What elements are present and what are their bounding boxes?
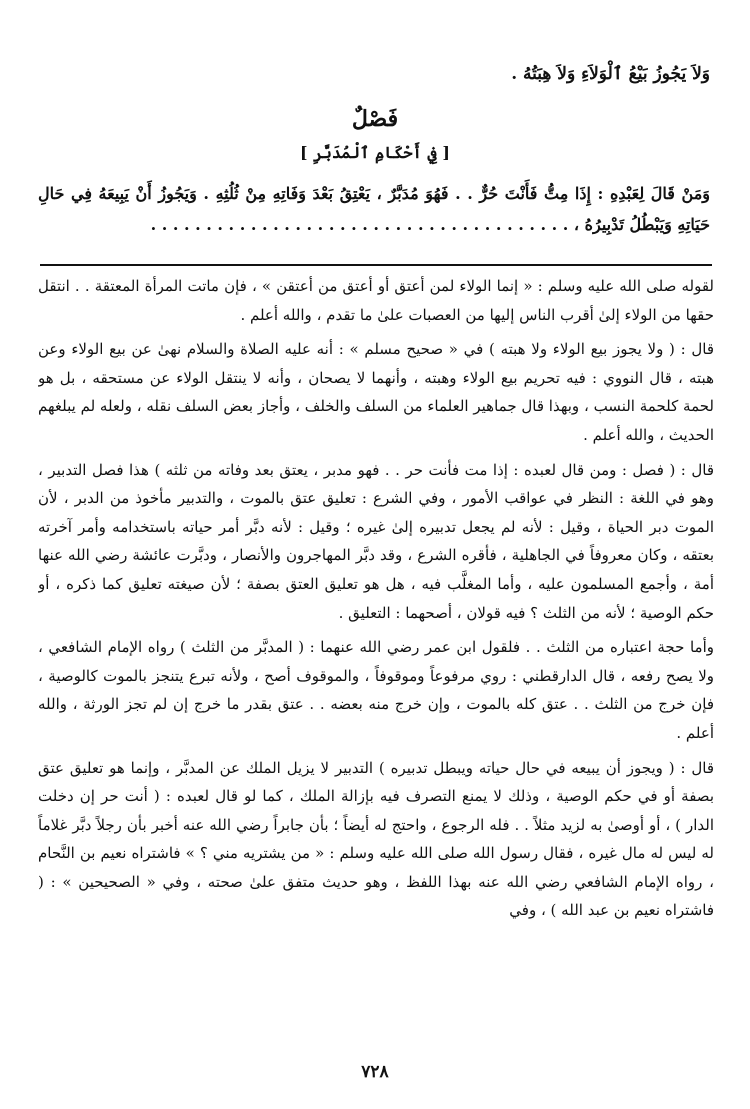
commentary-block bbox=[38, 272, 714, 1056]
commentary-paragraph-5: قال : ( ويجوز أن يبيعه في حال حياته ويبطل تدبيره ) التدبير لا يزيل الملك عن المدبَّر ، وإنما هو تعليق عتق بصفة أو في حكم الوصية ، وذلك لا يمنع التصرف فيه بإزالة الملك ، كما لو قال لعبده : ( أنت حر إن دخلت الدار ) ، أو أوصىٰ به لزيد مثلاً . . فله الرجوع ، واحتج له أيضاً ؛ بأن جابراً رضي الله عنه أخبر بأن رجلاً دبَّر غلاماً له ليس له مال غيره ، فقال رسول الله صلى الله عليه وسلم : « من يشتريه مني ؟ » فاشتراه نعيم بن النَّحام ، رواه الإمام الشافعي رضي الله عنه بهذا اللفظ ، وهو حديث متفق علىٰ صحته ، وفي « الصحيحين » : ( فاشتراه نعيم بن عبد الله ) ، وفي bbox=[38, 758, 714, 920]
commentary-paragraph-3: قال : ( فصل : ومن قال لعبده : إذا مت فأنت حر . . فهو مدبر ، يعتق بعد وفاته من ثلثه ) هذا فصل التدبير ، وهو في اللغة : النظر في عواقب الأمور ، وفي الشرع : تعليق عتق بالموت ، والتدبير مأخوذ من الدبر ، لأن الموت دبر الحياة ، وقيل : لأنه لم يجعل تدبيره إلىٰ غيره ؛ وقيل : لأنه دبَّر أمر حياته باستخدامه وأمر آخرته بعتقه ، وكان معروفاً في الجاهلية ، فأقره الشرع ، وقد دبَّر المهاجرون والأنصار ، ودبَّرت عائشة رضي الله عنها أمة ، وأجمع المسلمون عليه ، وأما المغلَّب فيه ، هل هو تعليق العتق بصفة ؛ لأن صيغته تعليق كما ذكره ، أو حكم الوصية ؛ لأنه من الثلث ؟ فيه قولان ، أصحهما : التعليق . bbox=[38, 460, 714, 622]
text-divider bbox=[40, 264, 712, 266]
matn-paragraph: وَمَنْ قَالَ لِعَبْدِهِ : إِذَا مِتُّ فَأَنْتَ حُرٌّ . . فَهُوَ مُدَبَّرٌ ، يَعْتِقُ بَعْدَ وَفَاتِهِ مِنْ ثُلُثِهِ . وَيَجُوزُ أَنْ يَبِيعَهُ فِي حَالِ حَيَاتِهِ وَيَبْطُلُ تَدْبِيرُهُ ، . . . . . . . . . . . . . . . . . . . . . . . . . . . . . . . . . . . . . . bbox=[38, 184, 711, 234]
commentary-paragraph-2: قال : ( ولا يجوز بيع الولاء ولا هبته ) في « صحيح مسلم » : أنه عليه الصلاة والسلام نهىٰ عن بيع الولاء وعن هبته ، قال النووي : فيه تحريم بيع الولاء وهبته ، وأنهما لا يصحان ، وأنه لا ينتقل الولاء عن مستحقه ، بل هو لحمة كلحمة النسب ، وبهذا قال جماهير العلماء من السلف والخلف ، وأجاز بعض السلف نقله ، ولعله لم يبلغهم الحديث ، والله أعلم . bbox=[38, 340, 714, 444]
commentary-paragraph-1: لقوله صلى الله عليه وسلم : « إنما الولاء لمن أعتق أو أعتق من أعتقن » ، فإن ماتت المرأة المعتقة . . انتقل حقها من الولاء إلىٰ أقرب الناس إليها من العصبات علىٰ ما تقدم ، والله أعلم . bbox=[38, 277, 714, 324]
matn-paragraph-block bbox=[38, 178, 710, 240]
page-number: ٧٢٨ bbox=[361, 1062, 389, 1082]
matn-first-line: وَلاَ يَجُوزُ بَيْعُ ٱلْوَلاَءِ وَلاَ هِبَتُهُ . bbox=[511, 64, 710, 84]
commentary-paragraph-4: وأما حجة اعتباره من الثلث . . فلقول ابن عمر رضي الله عنهما : ( المدبَّر من الثلث ) رواه الإمام الشافعي ، ولا يصح رفعه ، قال الدارقطني : روي مرفوعاً وموقوفاً ، والموقوف أصح ، ولأنه تبرع يتنجز بالموت كالوصية ، فإن خرج من الثلث . . عتق كله بالموت ، وإن خرج منه بعضه . . عتق بقدر ما خرج إن لم تجز الورثة ، والله أعلم . bbox=[38, 638, 714, 742]
section-heading: فَصْلٌ bbox=[351, 106, 399, 132]
section-subheading: [ فِي أَحْكَامِ ٱلْمُدَبَّرِ ] bbox=[300, 143, 450, 162]
